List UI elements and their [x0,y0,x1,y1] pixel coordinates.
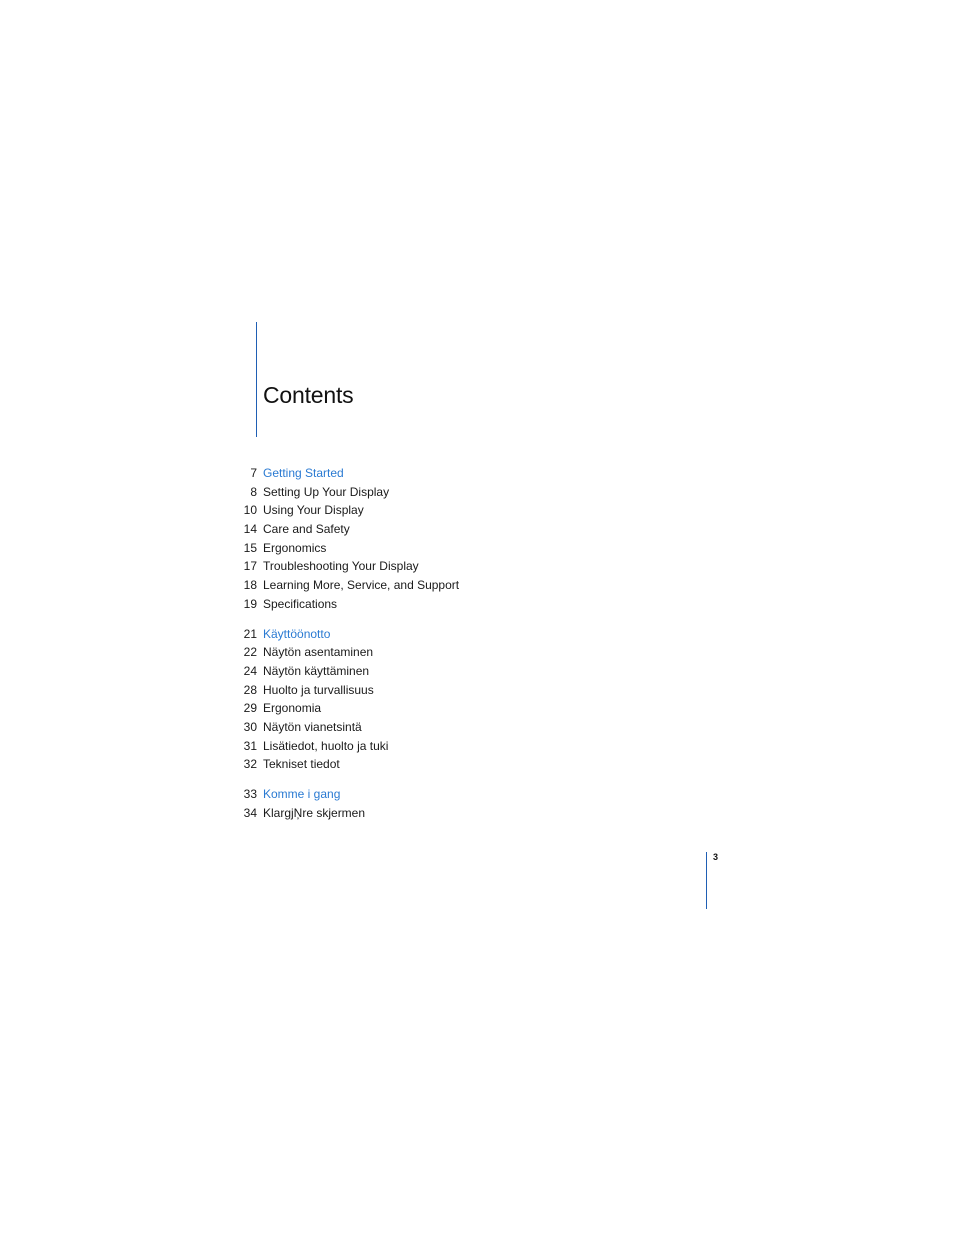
toc-page-number: 14 [243,522,257,537]
toc-entry[interactable] [0,520,954,539]
toc-entry-label[interactable]: Näytön käyttäminen [263,663,370,678]
toc-entry-label[interactable]: Troubleshooting Your Display [263,559,419,574]
toc-entry[interactable] [0,681,954,700]
table-of-contents [0,464,954,822]
toc-entry[interactable] [0,804,954,823]
toc-chapter[interactable] [0,464,954,483]
toc-entry-label[interactable]: KlargjŅre skjermen [263,805,366,820]
toc-page-number: 18 [243,578,257,593]
toc-entry-label[interactable]: Care and Safety [263,522,350,537]
toc-chapter-link[interactable]: Getting Started [263,466,344,480]
toc-entry[interactable] [0,557,954,576]
toc-page-number: 32 [243,757,257,772]
toc-entry-label[interactable]: Tekniset tiedot [263,757,340,772]
toc-section-3 [0,785,954,822]
toc-section-2 [0,625,954,775]
toc-entry[interactable] [0,699,954,718]
toc-entry-label[interactable]: Huolto ja turvallisuus [263,682,374,697]
page-number: 3 [713,852,719,862]
toc-page-number: 17 [243,559,257,574]
toc-entry[interactable] [0,483,954,502]
toc-entry[interactable] [0,662,954,681]
toc-entry[interactable] [0,576,954,595]
toc-entry[interactable] [0,718,954,737]
footer-rule [706,852,707,909]
toc-page-number: 33 [243,787,257,801]
toc-entry-label[interactable]: Näytön asentaminen [263,645,374,660]
toc-entry-label[interactable]: Ergonomia [263,701,322,716]
page-title: Contents [263,382,354,408]
toc-entry-label[interactable]: Using Your Display [263,503,364,518]
toc-page-number: 8 [250,484,257,499]
toc-chapter[interactable] [0,625,954,644]
toc-page-number: 28 [243,682,257,697]
title-rule [256,322,257,437]
toc-page-number: 30 [243,719,257,734]
toc-page-number: 24 [243,663,257,678]
toc-chapter-link[interactable]: Käyttöönotto [263,626,331,641]
toc-entry-label[interactable]: Specifications [263,596,338,611]
toc-page-number: 19 [243,596,257,611]
toc-page-number: 7 [250,466,257,480]
toc-entry[interactable] [0,501,954,520]
toc-page-number: 10 [243,503,257,518]
toc-page-number: 22 [243,645,257,660]
toc-entry-label[interactable]: Näytön vianetsintä [263,719,362,734]
toc-entry[interactable] [0,643,954,662]
toc-entry[interactable] [0,737,954,756]
toc-entry[interactable] [0,755,954,774]
toc-entry[interactable] [0,539,954,558]
toc-page-number: 29 [243,701,257,716]
toc-entry-label[interactable]: Ergonomics [263,540,327,555]
toc-page-number: 34 [243,805,257,820]
toc-page-number: 31 [243,738,257,753]
toc-entry[interactable] [0,595,954,614]
toc-entry-label[interactable]: Setting Up Your Display [263,484,390,499]
toc-page-number: 21 [243,626,257,641]
toc-page-number: 15 [243,540,257,555]
toc-entry-label[interactable]: Lisätiedot, huolto ja tuki [263,738,389,753]
toc-entry-label[interactable]: Learning More, Service, and Support [263,578,460,593]
toc-section-1 [0,464,954,614]
toc-chapter-link[interactable]: Komme i gang [263,787,341,801]
toc-chapter[interactable] [0,785,954,804]
